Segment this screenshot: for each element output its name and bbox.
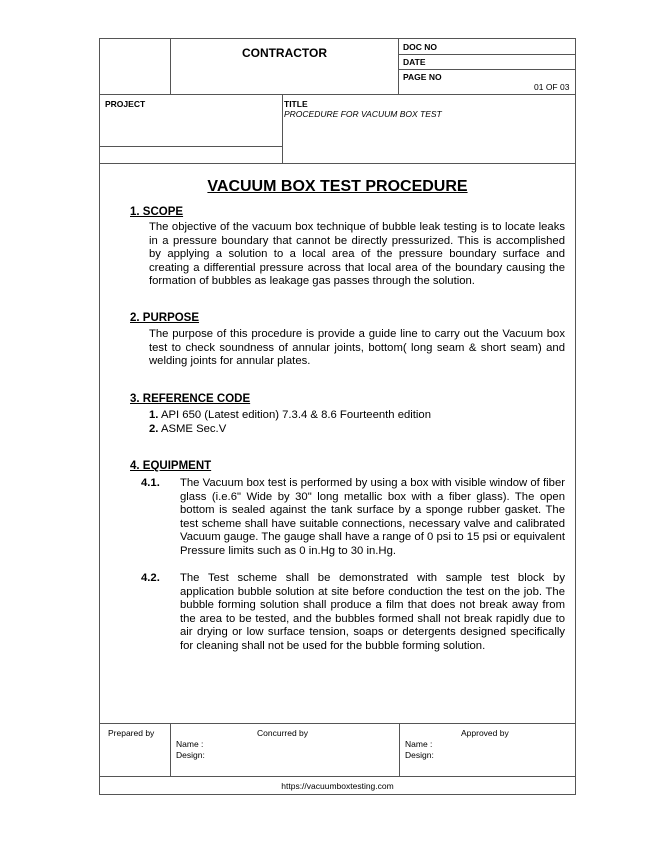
concurred-name-label: Name : (176, 739, 204, 749)
reference-item (149, 423, 226, 435)
project-row-line-1 (99, 146, 283, 147)
date-label: DATE (403, 57, 426, 67)
footer-divider-2 (399, 723, 400, 776)
reference-heading: 3. REFERENCE CODE (130, 393, 251, 405)
equipment-item-number: 4.2. (141, 572, 160, 584)
website-link[interactable]: https://vacuumboxtesting.com (281, 781, 394, 791)
footer-bottom-line (99, 776, 576, 777)
approved-design-label: Design: (405, 750, 434, 760)
footer-divider-1 (170, 723, 171, 776)
header-row-line-1 (398, 54, 576, 55)
project-label: PROJECT (105, 99, 146, 109)
page-title: VACUUM BOX TEST PROCEDURE (207, 178, 468, 195)
reference-item-number: 1. (149, 409, 159, 421)
project-row-line-2 (99, 163, 576, 164)
header-row-line-2 (398, 69, 576, 70)
page-no-label: PAGE NO (403, 72, 442, 82)
equipment-item-text: The Test scheme shall be demonstrated with sample test block by application bubble solution at site before conduction the test on the job. The bubble forming solution shall produce a film that does not break away from the area to be tested, and the bubbles formed shall not break rapidly due to air drying or low surface tension, soaps or detergents designed specifically for cleaning shall not be used for the bubble forming solution. (180, 572, 565, 652)
header-bottom-line (99, 94, 576, 95)
title-value: PROCEDURE FOR VACUUM BOX TEST (284, 109, 442, 119)
concurred-design-label: Design: (176, 750, 205, 760)
title-label: TITLE (284, 99, 308, 109)
reference-item (149, 409, 431, 421)
prepared-by-label: Prepared by (108, 728, 155, 738)
concurred-by-label: Concurred by (257, 728, 309, 738)
equipment-item-number: 4.1. (141, 477, 160, 489)
equipment-item-text: The Vacuum box test is performed by using a box with visible window of fiber glass (i.e.6" Wide by 30" long metallic box with a fiber glass). The open bottom is sealed against the tank surface by a sponge rubber gasket. The test scheme shall have suitable connections, necessary valve and calibrated Vacuum gauge. The gauge shall have a range of 0 psi to 15 psi or equivalent Pressure limits such as 0 in.Hg to 30 in.Hg. (180, 477, 565, 557)
approved-name-label: Name : (405, 739, 433, 749)
reference-item-text: API 650 (Latest edition) 7.3.4 & 8.6 Fourteenth edition (160, 409, 431, 421)
contractor-label: CONTRACTOR (241, 46, 328, 60)
approved-by-label: Approved by (461, 728, 509, 738)
purpose-text: The purpose of this procedure is provide a guide line to carry out the Vacuum box test to check soundness of annular joints, bottom( long seam & short seam) and welding joints for annular plates. (149, 328, 565, 368)
reference-item-text: ASME Sec.V (160, 423, 227, 435)
scope-text: The objective of the vacuum box technique of bubble leak testing is to locate leaks in a pressure boundary that cannot be directly pressurized. This is accomplished by applying a solution to a local area of the pressure boundary surface and creating a differential pressure across that local area of the boundary causing the formation of bubbles as leakage gas passes through the solution. (149, 221, 565, 288)
purpose-heading: 2. PURPOSE (130, 312, 200, 324)
header-divider-2 (398, 38, 399, 95)
scope-heading: 1. SCOPE (130, 206, 184, 218)
page-number: 01 OF 03 (534, 82, 570, 92)
doc-no-label: DOC NO (403, 42, 437, 52)
reference-item-number: 2. (149, 423, 159, 435)
equipment-heading: 4. EQUIPMENT (130, 460, 212, 472)
project-title-divider (282, 94, 283, 164)
